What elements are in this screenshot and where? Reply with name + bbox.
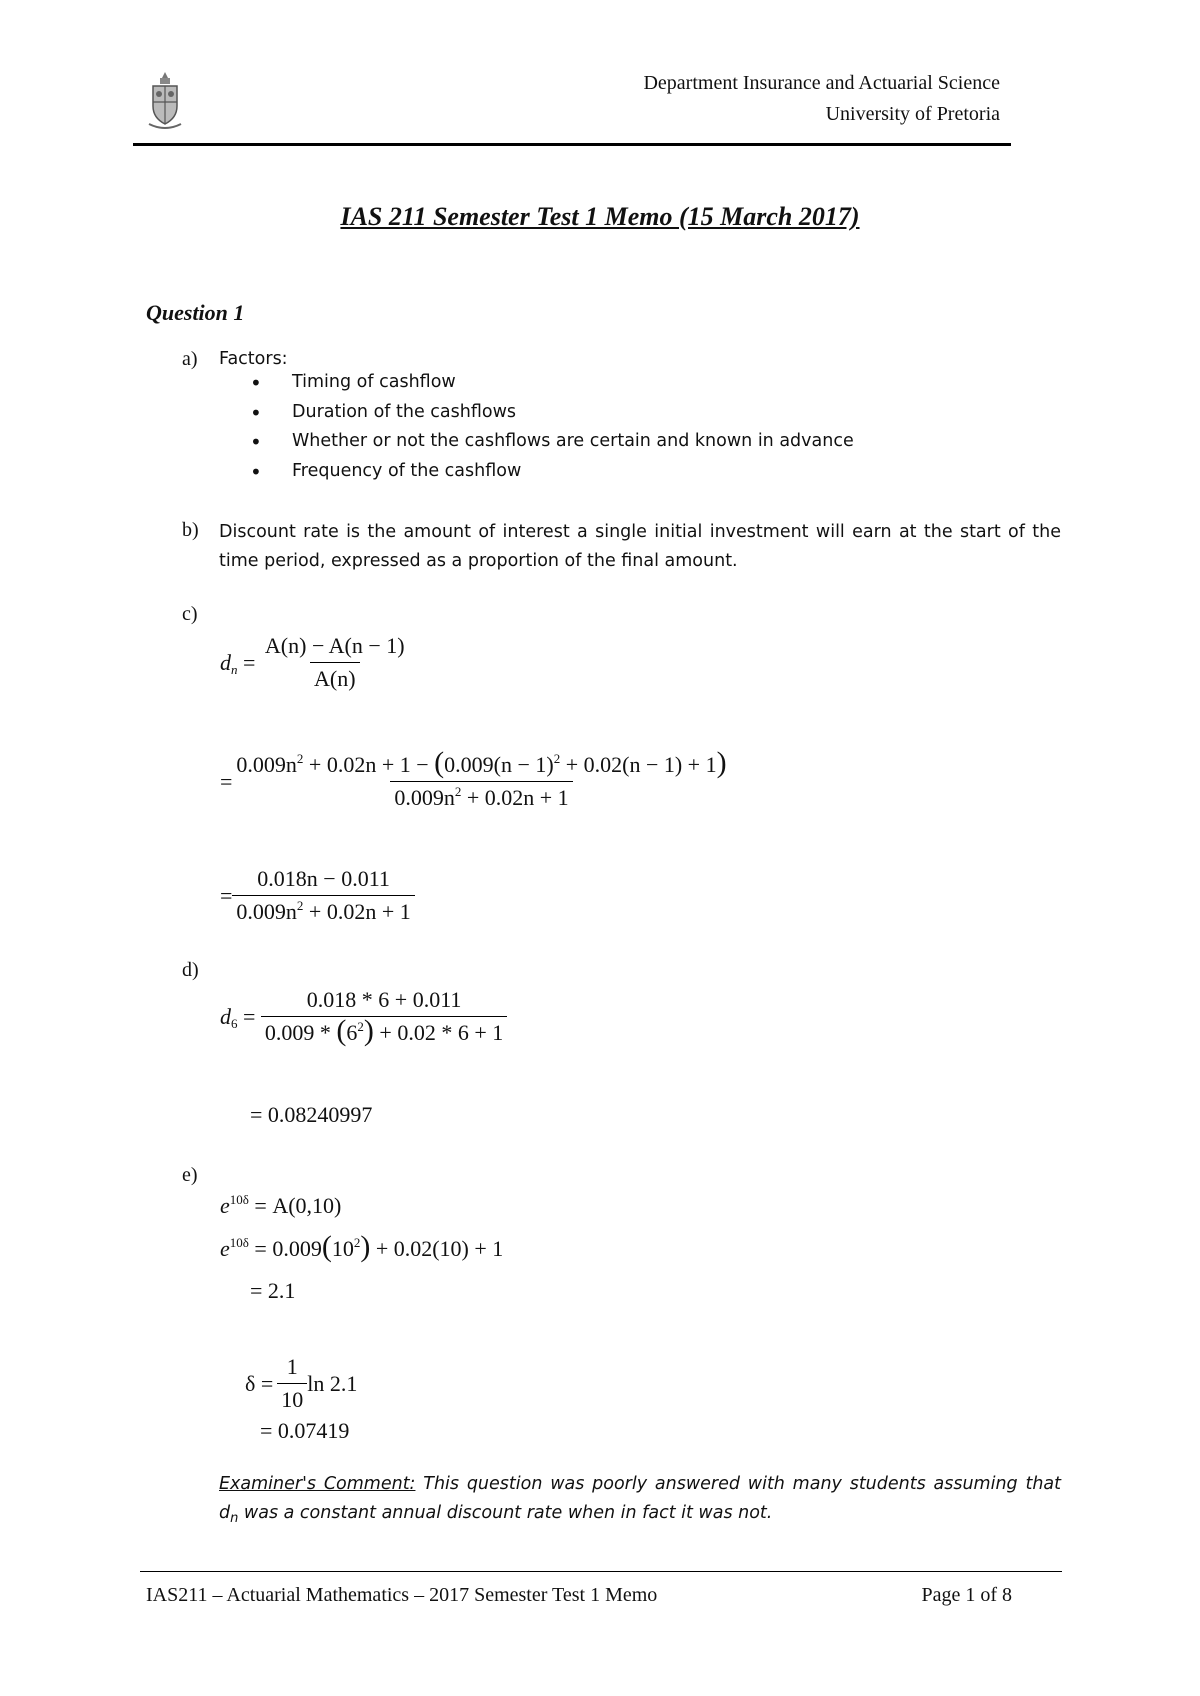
page-number: Page 1 of 8	[921, 1584, 1012, 1606]
equation-e4: δ = $\frac{1}{10}$ ln 2.1	[245, 1354, 358, 1412]
equation-c2: = $\frac{0.009n^2 + 0.02n + 1 - (0.009(n - 1)^2 + 0.02(n - 1) + 1)}{0.009n^2 + 0.02n + 1}$	[220, 746, 727, 810]
equation-d1: $d_6$ = $\frac{0.018 * 6 + 0.011}{0.009 * (6^2) + 0.02 * 6 + 1}$	[220, 987, 507, 1046]
equation-e3: = 2.1	[250, 1278, 296, 1303]
question-heading: Question 1	[146, 300, 245, 325]
equation-c1: $d_n$ = $\frac{A(n) - A(n - 1)}{A(n)}$	[220, 633, 409, 692]
part-e-label: e)	[182, 1164, 198, 1186]
fraction-numerator: A(n) − A(n − 1)	[264, 633, 405, 658]
part-b-label: b)	[182, 519, 199, 541]
page-title: IAS 211 Semester Test 1 Memo (15 March 2017)	[340, 202, 860, 231]
examiner-comment-label: Examiner's Comment:	[219, 1474, 416, 1494]
header-university: University of Pretoria	[825, 103, 1000, 125]
list-item: • Whether or not the cashflows are certain and known in advance	[250, 431, 854, 461]
list-item: • Duration of the cashflows	[250, 402, 854, 432]
footer-rule	[140, 1571, 1062, 1572]
part-a-intro: Factors:	[219, 349, 288, 369]
factors-list	[250, 372, 854, 490]
equation-e5: = 0.07419	[260, 1418, 350, 1443]
part-d-label: d)	[182, 959, 199, 981]
examiner-comment: Examiner's Comment: This question was poorly answered with many students assuming that $d_n$ was a constant annual discount rate when in fact it was not.	[219, 1474, 1061, 1526]
header-department: Department Insurance and Actuarial Science	[643, 72, 1000, 94]
fraction-denominator: A(n)	[310, 662, 360, 692]
equation-d2: = 0.08240997	[250, 1102, 373, 1127]
equation-e1: $e^{10\delta} = A(0,10)$	[220, 1192, 342, 1218]
list-item: • Timing of cashflow	[250, 372, 854, 402]
university-crest-logo	[146, 70, 184, 132]
equation-e2: $e^{10\delta} = 0.009(10^2) + 0.02(10) + 1$	[220, 1230, 504, 1263]
footer-course: IAS211 – Actuarial Mathematics – 2017 Semester Test 1 Memo	[146, 1584, 658, 1606]
part-c-label: c)	[182, 603, 198, 625]
header-rule	[133, 143, 1011, 146]
list-item: • Frequency of the cashflow	[250, 461, 854, 491]
equation-c3: = $\frac{0.018n - 0.011}{0.009n^2 + 0.02n + 1}$	[220, 866, 415, 925]
part-b-text: Discount rate is the amount of interest a single initial investment will earn at the start of the time period, expressed as a proportion of the final amount.	[219, 522, 1061, 571]
part-a-label: a)	[182, 348, 198, 370]
